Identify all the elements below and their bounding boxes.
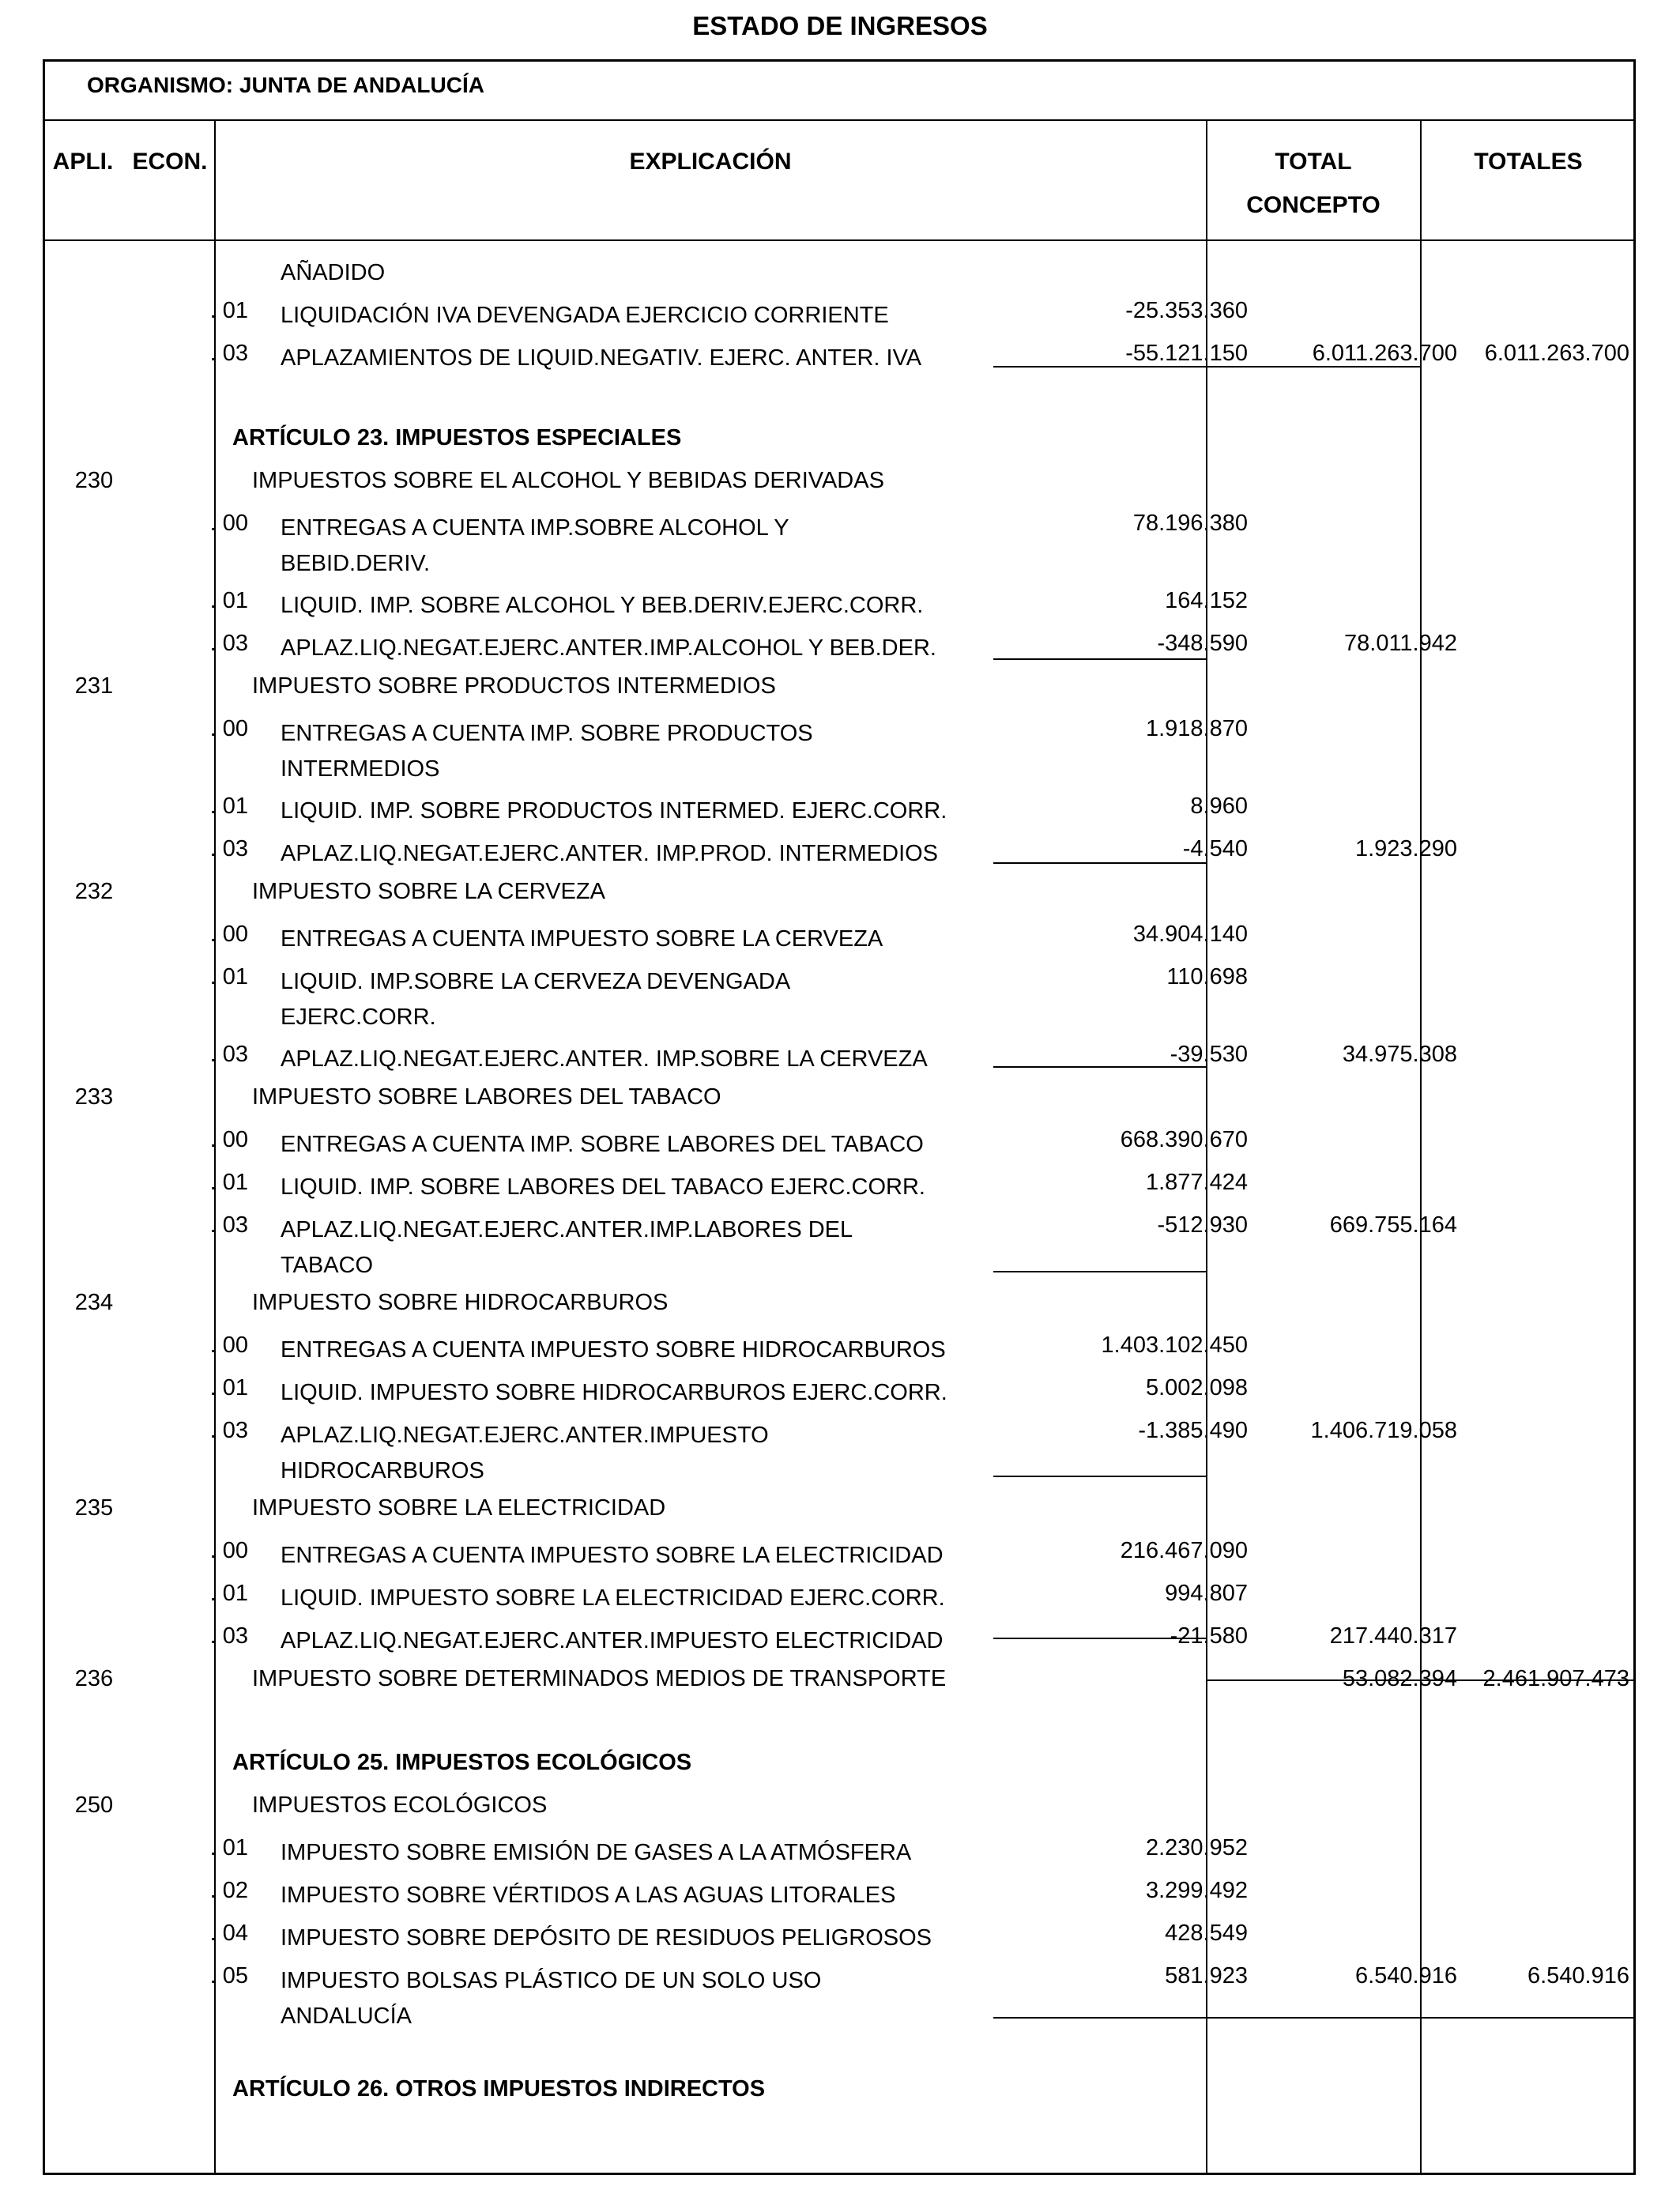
total-underline xyxy=(1206,366,1420,368)
cell-amount: -4.540 xyxy=(1182,836,1248,861)
table-row xyxy=(43,1495,1636,1530)
cell-econ: . 01 xyxy=(209,794,248,819)
cell-explicacion: IMPUESTO SOBRE DEPÓSITO DE RESIDUOS PELIGROSOS xyxy=(281,1925,932,1951)
cell-explicacion: IMPUESTO BOLSAS PLÁSTICO DE UN SOLO USO xyxy=(281,1968,822,1993)
table-row xyxy=(43,1127,1636,1162)
table-row xyxy=(43,922,1636,956)
cell-amount: 668.390.670 xyxy=(1120,1127,1248,1152)
cell-amount: 5.002.098 xyxy=(1145,1375,1248,1400)
cell-explicacion: AÑADIDO xyxy=(281,260,386,285)
cell-amount: 34.904.140 xyxy=(1132,922,1248,947)
table-row xyxy=(43,879,1636,914)
cell-econ: . 01 xyxy=(209,1375,248,1400)
page-title: ESTADO DE INGRESOS xyxy=(692,11,988,40)
cell-explicacion: APLAZ.LIQ.NEGAT.EJERC.ANTER. IMP.SOBRE LA CERVEZA xyxy=(281,1046,928,1072)
table-row xyxy=(43,1042,1636,1076)
cell-explicacion-continuation: ANDALUCÍA xyxy=(281,2004,412,2029)
subtotal-underline xyxy=(993,658,1206,660)
total-underline xyxy=(1206,2017,1420,2019)
table-row xyxy=(43,2076,1636,2111)
cell-amount: 994.807 xyxy=(1165,1581,1248,1606)
cell-apli: 234 xyxy=(74,1290,114,1315)
cell-econ: . 01 xyxy=(209,298,248,323)
cell-explicacion: LIQUID. IMPUESTO SOBRE LA ELECTRICIDAD EJERC.CORR. xyxy=(281,1585,945,1611)
header-apli: APLI. xyxy=(52,149,114,175)
cell-explicacion: ARTÍCULO 23. IMPUESTOS ESPECIALES xyxy=(232,425,682,450)
cell-explicacion: LIQUID. IMP. SOBRE LABORES DEL TABACO EJERC.CORR. xyxy=(281,1174,925,1200)
total-underline xyxy=(1206,1679,1420,1681)
table-row xyxy=(43,511,1636,576)
cell-explicacion: IMPUESTO SOBRE DETERMINADOS MEDIOS DE TRANSPORTE xyxy=(252,1666,947,1691)
cell-apli: 250 xyxy=(74,1793,114,1818)
cell-total-concepto: 53.082.394 xyxy=(1342,1666,1457,1691)
cell-explicacion: LIQUID. IMP.SOBRE LA CERVEZA DEVENGADA xyxy=(281,969,791,994)
table-row xyxy=(43,716,1636,782)
cell-explicacion: ENTREGAS A CUENTA IMPUESTO SOBRE LA CERVEZA xyxy=(281,926,883,952)
cell-apli: 231 xyxy=(74,673,114,699)
cell-explicacion-continuation: TABACO xyxy=(281,1253,374,1278)
cell-explicacion: ENTREGAS A CUENTA IMP. SOBRE PRODUCTOS xyxy=(281,721,813,746)
cell-explicacion: LIQUID. IMP. SOBRE ALCOHOL Y BEB.DERIV.EJERC.CORR. xyxy=(281,593,924,618)
cell-amount: -39.530 xyxy=(1170,1042,1248,1067)
cell-econ: . 03 xyxy=(209,1042,248,1067)
cell-total-concepto: 34.975.308 xyxy=(1342,1042,1457,1067)
cell-econ: . 03 xyxy=(209,1623,248,1649)
cell-amount: 581.923 xyxy=(1165,1963,1248,1989)
cell-econ: . 04 xyxy=(209,1921,248,1946)
cell-amount: 2.230.952 xyxy=(1145,1835,1248,1860)
cell-totales: 2.461.907.473 xyxy=(1482,1666,1629,1691)
header-explicacion: EXPLICACIÓN xyxy=(629,149,792,175)
table-row xyxy=(43,1581,1636,1615)
cell-econ: . 01 xyxy=(209,588,248,613)
table-row xyxy=(43,1538,1636,1573)
cell-explicacion: IMPUESTO SOBRE EMISIÓN DE GASES A LA ATMÓSFERA xyxy=(281,1840,912,1865)
cell-total-concepto: 1.406.719.058 xyxy=(1310,1418,1457,1443)
subtotal-underline xyxy=(993,1476,1206,1477)
cell-amount: -348.590 xyxy=(1157,631,1248,656)
cell-explicacion: IMPUESTO SOBRE PRODUCTOS INTERMEDIOS xyxy=(252,673,776,699)
cell-econ: . 02 xyxy=(209,1878,248,1903)
table-row xyxy=(43,1212,1636,1278)
cell-explicacion: APLAZ.LIQ.NEGAT.EJERC.ANTER.IMP.LABORES DEL xyxy=(281,1217,853,1242)
table-row xyxy=(43,588,1636,623)
cell-explicacion: IMPUESTO SOBRE LABORES DEL TABACO xyxy=(252,1084,721,1110)
cell-apli: 232 xyxy=(74,879,114,904)
cell-total-concepto: 217.440.317 xyxy=(1329,1623,1457,1649)
cell-explicacion: LIQUID. IMP. SOBRE PRODUCTOS INTERMED. EJERC.CORR. xyxy=(281,798,947,824)
cell-amount: 1.403.102.450 xyxy=(1101,1333,1248,1358)
cell-econ: . 03 xyxy=(209,1418,248,1443)
cell-explicacion: IMPUESTO SOBRE LA ELECTRICIDAD xyxy=(252,1495,666,1521)
cell-amount: 78.196.380 xyxy=(1132,511,1248,536)
cell-explicacion: IMPUESTO SOBRE VÉRTIDOS A LAS AGUAS LITORALES xyxy=(281,1883,896,1908)
cell-econ: . 03 xyxy=(209,1212,248,1238)
cell-total-concepto: 6.011.263.700 xyxy=(1312,341,1457,366)
table-row xyxy=(43,794,1636,828)
table-row xyxy=(43,631,1636,665)
cell-econ: . 00 xyxy=(209,1538,248,1563)
cell-econ: . 01 xyxy=(209,964,248,990)
cell-econ: . 03 xyxy=(209,631,248,656)
cell-econ: . 00 xyxy=(209,716,248,741)
cell-amount: 216.467.090 xyxy=(1120,1538,1248,1563)
cell-amount: -1.385.490 xyxy=(1138,1418,1248,1443)
cell-explicacion-continuation: BEBID.DERIV. xyxy=(281,551,431,576)
cell-amount: -21.580 xyxy=(1170,1623,1248,1649)
cell-amount: 164.152 xyxy=(1165,588,1248,613)
cell-total-concepto: 669.755.164 xyxy=(1329,1212,1457,1238)
table-row xyxy=(43,673,1636,708)
header-total-concepto-line1: TOTAL xyxy=(1275,149,1352,175)
table-row xyxy=(43,468,1636,503)
subtotal-underline xyxy=(993,2017,1206,2019)
cell-explicacion: APLAZ.LIQ.NEGAT.EJERC.ANTER. IMP.PROD. INTERMEDIOS xyxy=(281,841,939,866)
organismo-label: ORGANISMO: JUNTA DE ANDALUCÍA xyxy=(87,73,484,97)
cell-econ: . 01 xyxy=(209,1835,248,1860)
cell-totales: 6.540.916 xyxy=(1527,1963,1629,1989)
cell-total-concepto: 78.011.942 xyxy=(1344,631,1457,656)
cell-explicacion: APLAZAMIENTOS DE LIQUID.NEGATIV. EJERC. ANTER. IVA xyxy=(281,345,922,371)
header-econ: ECON. xyxy=(132,149,208,175)
cell-amount: -512.930 xyxy=(1157,1212,1248,1238)
cell-explicacion: APLAZ.LIQ.NEGAT.EJERC.ANTER.IMPUESTO xyxy=(281,1423,769,1448)
cell-explicacion: IMPUESTO SOBRE HIDROCARBUROS xyxy=(252,1290,669,1315)
cell-total-concepto: 6.540.916 xyxy=(1354,1963,1457,1989)
header-top-divider xyxy=(43,119,1636,121)
cell-econ: . 01 xyxy=(209,1170,248,1195)
cell-explicacion-continuation: EJERC.CORR. xyxy=(281,1005,436,1030)
table-row xyxy=(43,1623,1636,1658)
cell-econ: . 00 xyxy=(209,511,248,536)
subtotal-underline xyxy=(993,1066,1206,1068)
cell-explicacion: IMPUESTOS ECOLÓGICOS xyxy=(252,1793,548,1818)
table-row xyxy=(43,298,1636,333)
cell-explicacion: ENTREGAS A CUENTA IMP. SOBRE LABORES DEL TABACO xyxy=(281,1132,924,1157)
cell-explicacion: LIQUID. IMPUESTO SOBRE HIDROCARBUROS EJERC.CORR. xyxy=(281,1380,947,1405)
table-row xyxy=(43,341,1636,375)
cell-apli: 236 xyxy=(74,1666,114,1691)
cell-amount: 428.549 xyxy=(1165,1921,1248,1946)
subtotal-underline xyxy=(993,1638,1206,1639)
table-row xyxy=(43,1170,1636,1204)
table-row xyxy=(43,1921,1636,1955)
cell-econ: . 01 xyxy=(209,1581,248,1606)
cell-explicacion: LIQUIDACIÓN IVA DEVENGADA EJERCICIO CORRIENTE xyxy=(281,303,889,328)
table-row xyxy=(43,1333,1636,1367)
cell-apli: 233 xyxy=(74,1084,114,1110)
table-row xyxy=(43,964,1636,1030)
cell-apli: 230 xyxy=(74,468,114,493)
table-row xyxy=(43,1835,1636,1870)
cell-amount: 8.960 xyxy=(1190,794,1248,819)
cell-apli: 235 xyxy=(74,1495,114,1521)
cell-explicacion: ENTREGAS A CUENTA IMPUESTO SOBRE HIDROCARBUROS xyxy=(281,1337,946,1363)
cell-explicacion: ARTÍCULO 26. OTROS IMPUESTOS INDIRECTOS xyxy=(232,2076,766,2102)
header-totales: TOTALES xyxy=(1474,149,1583,175)
table-row xyxy=(43,1750,1636,1785)
cell-explicacion: APLAZ.LIQ.NEGAT.EJERC.ANTER.IMPUESTO ELECTRICIDAD xyxy=(281,1628,944,1653)
table-row xyxy=(43,1290,1636,1325)
table-row xyxy=(43,255,1636,290)
cell-explicacion: APLAZ.LIQ.NEGAT.EJERC.ANTER.IMP.ALCOHOL Y BEB.DER. xyxy=(281,635,936,661)
cell-explicacion: ARTÍCULO 25. IMPUESTOS ECOLÓGICOS xyxy=(232,1750,692,1775)
cell-totales: 6.011.263.700 xyxy=(1484,341,1629,366)
cell-econ: . 00 xyxy=(209,1333,248,1358)
subtotal-underline xyxy=(993,862,1206,864)
table-row xyxy=(43,1793,1636,1827)
table-row xyxy=(43,836,1636,871)
cell-econ: . 03 xyxy=(209,836,248,861)
cell-econ: . 00 xyxy=(209,922,248,947)
subtotal-underline xyxy=(993,1271,1206,1272)
cell-econ: . 05 xyxy=(209,1963,248,1989)
cell-amount: 1.918.870 xyxy=(1145,716,1248,741)
cell-explicacion: IMPUESTO SOBRE LA CERVEZA xyxy=(252,879,605,904)
table-row xyxy=(43,425,1636,460)
cell-explicacion: ENTREGAS A CUENTA IMPUESTO SOBRE LA ELECTRICIDAD xyxy=(281,1543,944,1568)
cell-explicacion-continuation: HIDROCARBUROS xyxy=(281,1458,484,1483)
cell-econ: . 03 xyxy=(209,341,248,366)
cell-explicacion: ENTREGAS A CUENTA IMP.SOBRE ALCOHOL Y xyxy=(281,515,789,541)
header-total-concepto-line2: CONCEPTO xyxy=(1246,192,1381,218)
cell-amount: 110.698 xyxy=(1166,964,1248,990)
cell-econ: . 00 xyxy=(209,1127,248,1152)
cell-amount: 3.299.492 xyxy=(1145,1878,1248,1903)
cell-explicacion-continuation: INTERMEDIOS xyxy=(281,756,440,782)
header-bottom-divider xyxy=(43,239,1636,241)
table-row xyxy=(43,1963,1636,2029)
table-row xyxy=(43,1084,1636,1119)
table-row xyxy=(43,1375,1636,1410)
cell-explicacion: IMPUESTOS SOBRE EL ALCOHOL Y BEBIDAS DERIVADAS xyxy=(252,468,884,493)
table-row xyxy=(43,1666,1636,1701)
cell-total-concepto: 1.923.290 xyxy=(1354,836,1457,861)
total-underline xyxy=(1420,1679,1636,1681)
table-row xyxy=(43,1878,1636,1913)
cell-amount: 1.877.424 xyxy=(1145,1170,1248,1195)
table-row xyxy=(43,1418,1636,1483)
subtotal-underline xyxy=(993,366,1206,368)
cell-amount: -25.353.360 xyxy=(1125,298,1248,323)
total-underline xyxy=(1420,2017,1636,2019)
cell-amount: -55.121.150 xyxy=(1125,341,1248,366)
